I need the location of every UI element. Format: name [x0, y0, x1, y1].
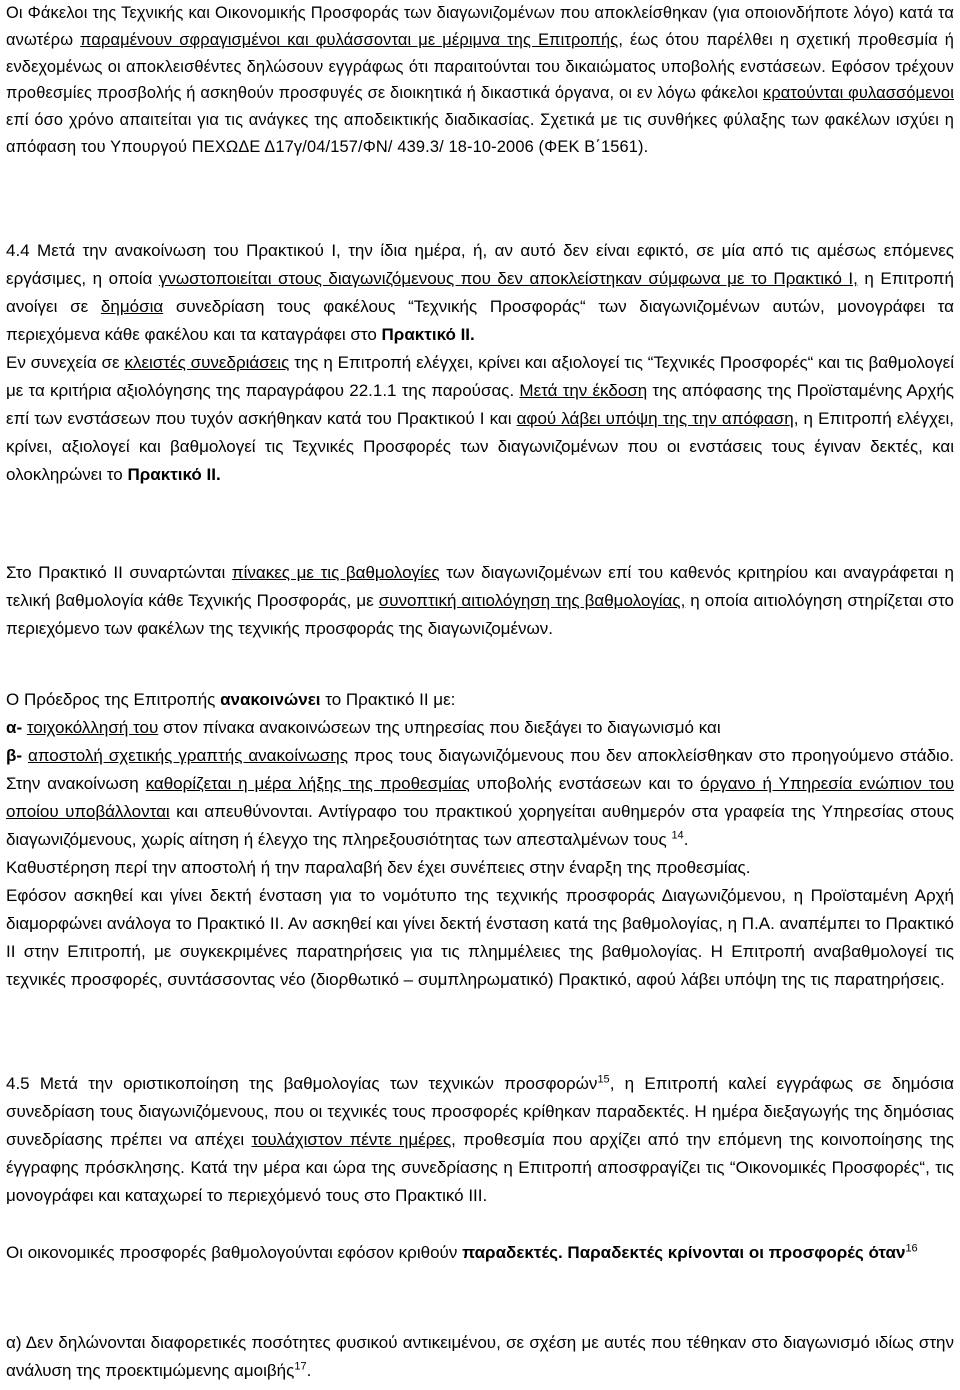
underlined-text: τοιχοκόλλησή του — [26, 718, 159, 737]
text-run: συνεδρίαση τους φακέλους “Τεχνικής Προσφοράς“ των διαγωνιζομένων αυτών, μονογράφει τα περιεχόμενα κάθε φακέλου και τα καταγράφει στο — [6, 297, 954, 344]
text-run: προς τους διαγωνιζόμενους που δεν αποκλείσθηκαν στο προηγούμενο στάδιο. Στην ανακοίνωση — [6, 746, 955, 793]
text-run: . — [683, 830, 689, 849]
announcement-intro — [6, 686, 954, 714]
text-run: . — [306, 1361, 312, 1380]
footnote-ref-17[interactable]: 17 — [294, 1360, 307, 1373]
announcement-item-alpha — [6, 714, 954, 742]
underlined-text: παραμένουν σφραγισμένοι και φυλάσσονται με μέριμνα της Επιτροπής, — [80, 30, 624, 49]
list-label: α- — [6, 718, 27, 737]
section-4-4 — [6, 237, 954, 489]
underlined-text: καθορίζεται η μέρα λήξης της προθεσμίας — [145, 774, 470, 793]
footnote-ref-16[interactable]: 16 — [905, 1242, 918, 1255]
text-run: η Επιτροπή ελέγχει, κρίνει, αξιολογεί και βαθμολογεί τις Τεχνικές Προσφορές των διαγωνιζομένων που οι ενστάσεις τους έγιναν δεκτές, και ολοκληρώνει το — [6, 409, 954, 484]
text-run: στον πίνακα ανακοινώσεων της υπηρεσίας που διεξάγει το διαγωνισμό και — [158, 718, 721, 737]
text-run: Εφόσον ασκηθεί και γίνει δεκτή ένσταση για το νομότυπο της τεχνικής προσφοράς Διαγωνιζόμενου, η Προϊσταμένη Αρχή διαμορφώνει ανάλογα το Πρακτικό ΙΙ. Αν ασκηθεί και γίνει δεκτή ένσταση κατά της βαθμολογίας, η Π.Α. αναπέμπει το Πρακτικό ΙΙ στην Επιτροπή, με συγκεκριμένες παρατηρήσεις για τις πλημμέλειες της βαθμολογίας. Η Επιτροπή αναβαθμολογεί τις τεχνικές προσφορές, συντάσσοντας νέο (διορθωτικό – συμπληρωματικό) Πρακτικό, αφού λάβει υπόψη της τις παρατηρήσεις. — [6, 886, 954, 989]
envelopes-paragraph — [6, 0, 954, 161]
underlined-text: τουλάχιστον πέντε ημέρες, — [251, 1130, 456, 1149]
admissible-offers-paragraph — [6, 1239, 954, 1267]
text-run: το Πρακτικό ΙΙ με: — [320, 690, 456, 709]
text-run: , η Επιτροπή καλεί εγγράφως σε δημόσια συνεδρίαση τους διαγωνιζόμενους, που οι τεχνικές τους προσφορές κρίθηκαν παραδεκτές. Η ημέρα διεξαγωγής της δημόσιας συνεδρίασης πρέπει να απέχει — [6, 1074, 954, 1149]
footnote-ref-15[interactable]: 15 — [597, 1073, 610, 1086]
text-run: προθεσμία που αρχίζει από την επόμενη της κοινοποίησης της έγγραφης πρόσκλησης. Κατά την μέρα και ώρα της συνεδρίασης η Επιτροπή αποσφραγίζει τις “Οικονομικές Προσφορές“, τις μονογράφει και καταχωρεί το περιεχόμενό τους στο Πρακτικό ΙΙΙ. — [6, 1130, 954, 1205]
text-run: Εν συνεχεία σε — [6, 353, 125, 372]
bold-text: ανακοινώνει — [220, 690, 321, 709]
bold-text: Πρακτικό ΙΙ. — [127, 465, 221, 484]
text-run: Στο Πρακτικό ΙΙ συναρτώνται — [6, 563, 232, 582]
underlined-text: δημόσια — [100, 297, 164, 316]
text-run: Οι Φάκελοι της Τεχνικής και Οικονομικής Προσφοράς των διαγωνιζομένων που αποκλείσθηκαν (για οποιονδήποτε λόγο) κατά τα ανωτέρω — [6, 4, 954, 49]
underlined-text: συνοπτική αιτιολόγηση της βαθμολογίας, — [378, 591, 686, 610]
underlined-text: όργανο ή Υπηρεσία ενώπιον του οποίου υποβάλλονται — [6, 774, 955, 821]
text-run: α) Δεν δηλώνονται διαφορετικές ποσότητες φυσικού αντικειμένου, σε σχέση με αυτές που τέθηκαν στο διαγωνισμό ιδίως στην ανάλυση της προεκτιμώμενης αμοιβής — [6, 1333, 954, 1380]
text-run: και απευθύνονται. Αντίγραφο του πρακτικού χορηγείται αυθημερόν στα γραφεία της Υπηρεσίας στους διαγωνιζόμενους, χωρίς αίτηση ή έλεγχο της πληρεξουσιότητας των απεσταλμένων τους — [6, 802, 954, 849]
list-label: β- — [6, 746, 28, 765]
text-run: έως ότου παρέλθει η σχετική προθεσμία ή ενδεχομένως οι αποκλεισθέντες δηλώσουν εγγράφως ότι παραιτούνται του δικαιώματος υποβολής ενστάσεων. Εφόσον τρέχουν προθεσμίες προσβολής ή ασκηθούν προσφυγές σε διοικητικά ή δικαστικά όργανα, οι εν λόγω φάκελοι — [6, 30, 954, 103]
section-4-4-paragraph-1 — [6, 237, 954, 349]
text-run: της η Επιτροπή ελέγχει, κρίνει και αξιολογεί τις “Τεχνικές Προσφορές“ και τις βαθμολογεί με τα κριτήρια αξιολόγησης της παραγράφου 22.1.1 της παρούσας. — [6, 353, 954, 400]
underlined-text: αποστολή σχετικής γραπτής ανακοίνωσης — [27, 746, 348, 765]
underlined-text: γνωστοποιείται στους διαγωνιζόμενους που δεν αποκλείστηκαν σύμφωνα με το Πρακτικό Ι, — [158, 269, 858, 288]
text-run: Καθυστέρηση περί την αποστολή ή την παραλαβή δεν έχει συνέπειες στην έναρξη της προθεσμίας. — [6, 858, 751, 877]
announcement-item-beta — [6, 742, 954, 854]
underlined-text: Μετά την έκδοση — [519, 381, 648, 400]
text-run: υποβολής ενστάσεων και το — [469, 774, 701, 793]
announcement-section — [6, 686, 954, 994]
condition-alpha-paragraph — [6, 1329, 954, 1385]
text-run: επί όσο χρόνο απαιτείται για τις ανάγκες της αποδεικτικής διαδικασίας. Σχετικά με τις συνθήκες φύλαξης των φακέλων ισχύει η απόφαση του Υπουργού ΠΕΧΩΔΕ Δ17γ/04/157/ΦΝ/ 439.3/ 18-10-2006 (ΦΕΚ Β΄1561). — [6, 111, 954, 156]
text-run: η Επιτροπή ανοίγει σε — [6, 269, 954, 316]
text-run: 4.4 Μετά την ανακοίνωση του Πρακτικού Ι, την ίδια ημέρα, ή, αν αυτό δεν είναι εφικτό, σε μία από τις αμέσως επόμενες εργάσιμες, η οποία — [6, 241, 954, 288]
text-run: Οι οικονομικές προσφορές βαθμολογούνται εφόσον κριθούν — [6, 1243, 463, 1262]
text-run: η οποία αιτιολόγηση στηρίζεται στο περιεχόμενο των φακέλων της τεχνικής προσφοράς της διαγωνιζομένων. — [6, 591, 954, 638]
footnote-ref-14[interactable]: 14 — [671, 829, 684, 842]
section-4-5 — [6, 1070, 954, 1210]
text-run: της απόφασης της Προϊσταμένης Αρχής επί των ενστάσεων που τυχόν ασκήθηκαν κατά του Πρακτικού Ι και — [6, 381, 954, 428]
underlined-text: αφού λάβει υπόψη της την απόφαση, — [516, 409, 799, 428]
bold-text: παραδεκτές. Παραδεκτές κρίνονται οι προσφορές όταν — [462, 1243, 906, 1262]
text-run: των διαγωνιζομένων επί του καθενός κριτηρίου και αναγράφεται η τελική βαθμολογία κάθε Τεχνικής Προσφοράς, με — [6, 563, 954, 610]
score-tables-paragraph — [6, 559, 954, 643]
delay-paragraph — [6, 854, 954, 882]
bold-text: Πρακτικό ΙΙ. — [381, 325, 475, 344]
underlined-text: κλειστές συνεδριάσεις — [124, 353, 290, 372]
underlined-text: πίνακες με τις βαθμολογίες — [231, 563, 440, 582]
text-run: Ο Πρόεδρος της Επιτροπής — [6, 690, 221, 709]
underlined-text: κρατούνται φυλασσόμενοι — [762, 84, 954, 103]
objection-paragraph — [6, 882, 954, 994]
section-4-4-paragraph-2 — [6, 349, 954, 489]
text-run: 4.5 Μετά την οριστικοποίηση της βαθμολογίας των τεχνικών προσφορών — [6, 1074, 598, 1093]
